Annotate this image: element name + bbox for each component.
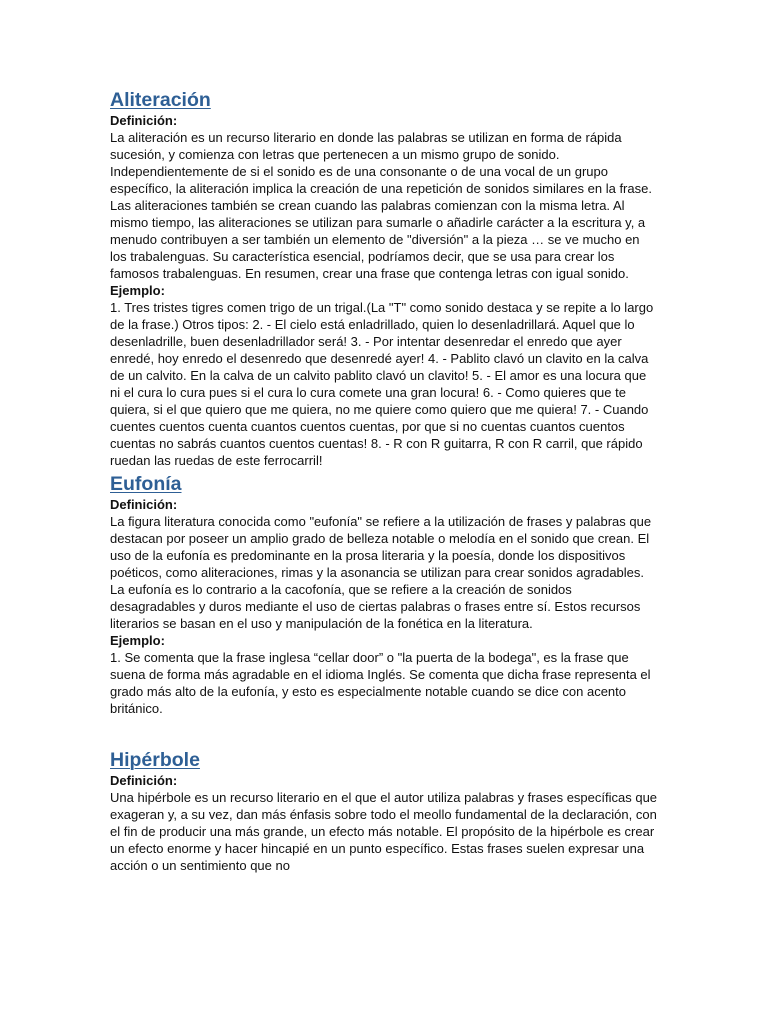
term-heading-hiperbole[interactable]: Hipérbole xyxy=(110,749,200,771)
document-content xyxy=(110,88,658,874)
definition-label: Definición: xyxy=(110,497,178,512)
example-text: 1. Se comenta que la frase inglesa “cellar door” o "la puerta de la bodega", es la frase que suena de forma más agradable en el idioma Inglés. Se comenta que dicha frase representa el grado más alto de la eufonía, y esto es especialmente notable cuando se dice con acento británico. xyxy=(110,650,651,716)
example-text: 1. Tres tristes tigres comen trigo de un trigal.(La "T" como sonido destaca y se repite a lo largo de la frase.) Otros tipos: 2. - El cielo está enladrillado, quien lo desenladrillará. Aquel que lo desenladrille, buen desenladrillador será! 3. - Por intentar desenredar el enredo que ayer enredé, hoy enredo el desenredo que desenredé ayer! 4. - Pablito clavó un clavito en la calva de un calvito. En la calva de un calvito pablito clavó un clavito! 5. - El amor es una locura que ni el cura lo cura pues si el cura lo cura comete una gran locura! 6. - Como quieres que te quiera, si el que quiero que me quiera, no me quiere como quiero que me quiera! 7. - Cuando cuentes cuentos cuenta cuantos cuentos cuentas, por que si no cuentas cuantos cuentos cuentas no sabrás cuantos cuentos cuentas! 8. - R con R guitarra, R con R carril, que rápido ruedan las ruedas de este ferrocarril! xyxy=(110,300,654,468)
section-eufonia xyxy=(110,472,658,717)
example-label: Ejemplo: xyxy=(110,283,165,298)
section-hiperbole xyxy=(110,748,658,874)
term-heading-eufonia[interactable]: Eufonía xyxy=(110,473,182,495)
definition-text: La figura literatura conocida como "eufonía" se refiere a la utilización de frases y palabras que destacan por poseer un amplio grado de belleza notable o melodía en el sonido que crean. El uso de la eufonía es predominante en la prosa literaria y la poesía, donde los dispositivos poéticos, como aliteraciones, rimas y la asonancia se utilizan para crear sonidos agradables. La eufonía es lo contrario a la cacofonía, que se refiere a la creación de sonidos desagradables y duros mediante el uso de ciertas palabras o frases entre sí. Estos recursos literarios se basan en el uso y manipulación de la fonética en la literatura. xyxy=(110,514,652,631)
example-label: Ejemplo: xyxy=(110,633,165,648)
definition-label: Definición: xyxy=(110,773,178,788)
section-aliteracion xyxy=(110,88,658,469)
definition-label: Definición: xyxy=(110,113,178,128)
definition-text: Una hipérbole es un recurso literario en el que el autor utiliza palabras y frases específicas que exageran y, a su vez, dan más énfasis sobre todo el meollo fundamental de la declaración, con el fin de producir una más grande, un efecto más notable. El propósito de la hipérbole es crear un efecto enorme y hacer hincapié en un punto específico. Estas frases suelen expresar una acción o un sentimiento que no xyxy=(110,790,658,873)
section-spacer xyxy=(110,717,658,748)
definition-text: La aliteración es un recurso literario en donde las palabras se utilizan en forma de rápida sucesión, y comienza con letras que pertenecen a un mismo grupo de sonido. Independientemente de si el sonido es de una consonante o de una vocal de un grupo específico, la aliteración implica la creación de una repetición de sonidos similares en la frase. Las aliteraciones también se crean cuando las palabras comienzan con la misma letra. Al mismo tiempo, las aliteraciones se utilizan para sumarle o añadirle carácter a la escritura y, a menudo contribuyen a ser también un elemento de "diversión" a la pieza … se ve mucho en los trabalenguas. Su característica esencial, podríamos decir, que se usa para crear los famosos trabalenguas. En resumen, crear una frase que contenga letras con igual sonido. xyxy=(110,130,652,281)
term-heading-aliteracion[interactable]: Aliteración xyxy=(110,89,211,111)
